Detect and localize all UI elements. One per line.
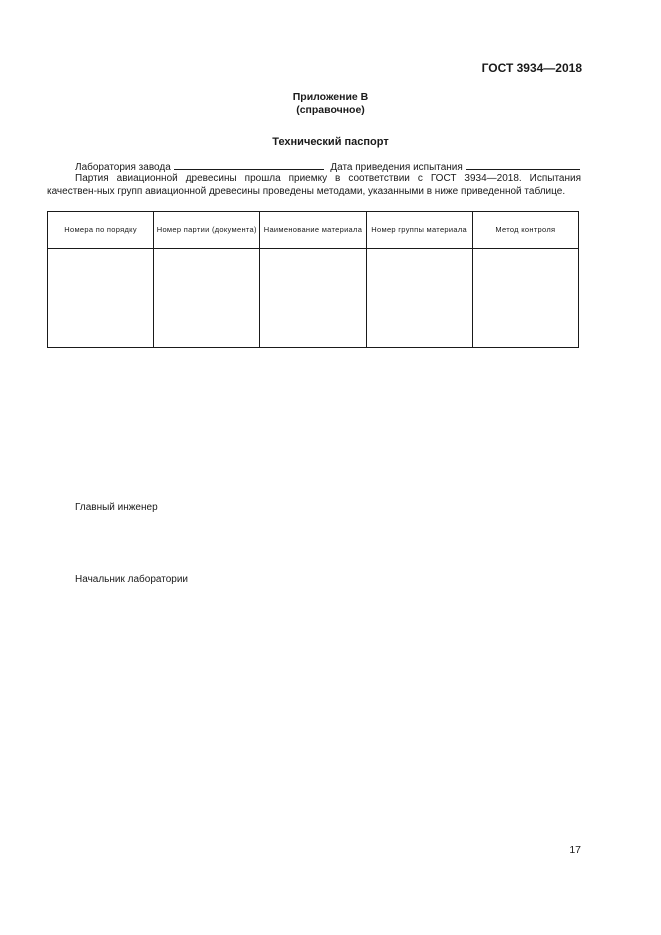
test-date-blank-line bbox=[466, 159, 580, 170]
header-order-number: Номера по порядку bbox=[48, 212, 154, 249]
table-cell bbox=[48, 249, 154, 348]
table-cell bbox=[260, 249, 366, 348]
page-number: 17 bbox=[569, 844, 581, 856]
header-material-name: Наименование материала bbox=[260, 212, 366, 249]
lab-label: Лаборатория завода bbox=[75, 162, 171, 173]
standard-number: ГОСТ 3934—2018 bbox=[481, 61, 582, 75]
chief-engineer-label: Главный инженер bbox=[75, 502, 158, 513]
header-batch-number: Номер партии (документа) bbox=[154, 212, 260, 249]
table-cell bbox=[472, 249, 578, 348]
appendix-title: Приложение В bbox=[292, 91, 369, 103]
lab-blank-line bbox=[174, 159, 324, 170]
table-header-row bbox=[48, 212, 579, 249]
lab-head-label: Начальник лаборатории bbox=[75, 574, 188, 585]
lab-and-date-line bbox=[75, 159, 581, 173]
acceptance-paragraph: Партия авиационной древесины прошла приемку в соответствии с ГОСТ 3934—2018. Испытания качествен-ных групп авиационной древесины проведены методами, указанными в ниже приведенной таблице. bbox=[47, 173, 581, 197]
table-cell bbox=[154, 249, 260, 348]
appendix-heading bbox=[0, 91, 661, 117]
test-methods-table bbox=[47, 211, 579, 348]
table-row bbox=[48, 249, 579, 348]
appendix-subtitle: (справочное) bbox=[296, 104, 365, 116]
table-cell bbox=[366, 249, 472, 348]
passport-title: Технический паспорт bbox=[272, 136, 389, 148]
test-date-label: Дата приведения испытания bbox=[330, 162, 463, 173]
header-material-group: Номер группы материала bbox=[366, 212, 472, 249]
header-control-method: Метод контроля bbox=[472, 212, 578, 249]
